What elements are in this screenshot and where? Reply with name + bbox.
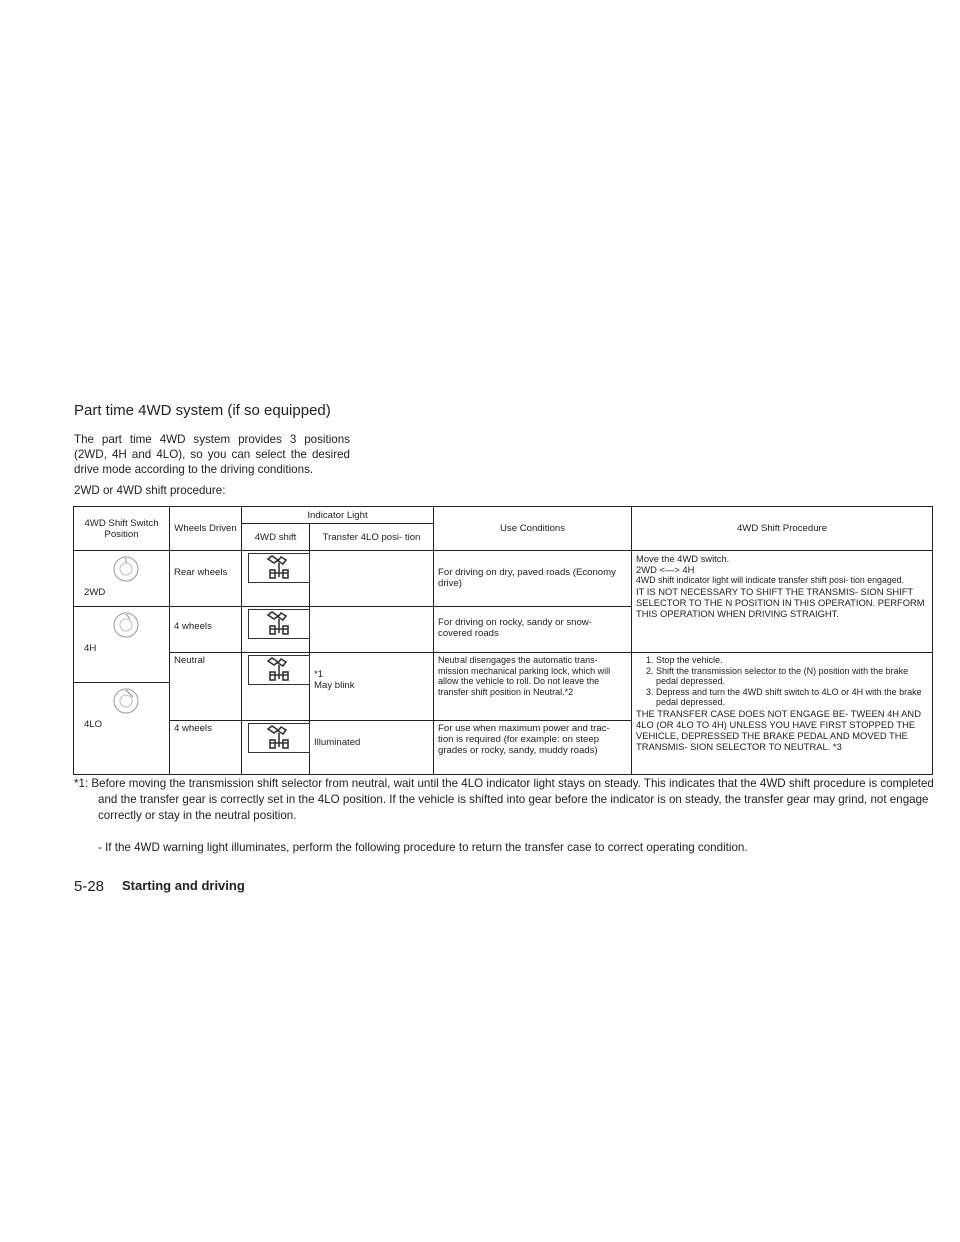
4wd-indicator-icon <box>248 553 310 583</box>
transfer-cell <box>310 653 434 721</box>
procedure-warning: IT IS NOT NECESSARY TO SHIFT THE TRANSMIS- SION SHIFT SELECTOR TO THE N POSITION IN THIS OPERATION. PERFORM THIS OPERATION WHEN DRIVING STRAIGHT. <box>636 586 925 619</box>
header-shift: 4WD shift <box>242 524 310 551</box>
use-cell: For use when maximum power and trac- tion is required (for example: on steep grades or rocky, sandy, muddy roads) <box>434 721 632 775</box>
procedure-cell-a <box>632 551 933 653</box>
transfer-cell <box>310 551 434 607</box>
procedure-step: 3. Depress and turn the 4WD shift switch to 4LO or 4H with the brake pedal depressed. <box>646 686 922 707</box>
transfer-cell <box>310 607 434 653</box>
shift-procedure-table <box>73 506 933 775</box>
4wd-indicator-icon <box>248 609 310 639</box>
header-position: 4WD Shift Switch Position <box>74 507 170 551</box>
intro-paragraph: The part time 4WD system provides 3 positions (2WD, 4H and 4LO), so you can select the desired drive mode according to the driving conditions. <box>74 433 350 476</box>
position-cell <box>74 551 170 607</box>
use-cell: For driving on dry, paved roads (Economy drive) <box>434 551 632 607</box>
use-cell: For driving on rocky, sandy or snow- covered roads <box>434 607 632 653</box>
page-number: 5-28 <box>74 878 105 895</box>
footnote-1 <box>74 776 936 824</box>
footnote-ref: *1 <box>314 669 324 680</box>
switch-dial-4h-icon <box>112 611 140 639</box>
footnote-2: - If the 4WD warning light illuminates, perform the following procedure to return the transfer case to correct operating condition. <box>98 841 748 854</box>
header-transfer: Transfer 4LO posi- tion <box>310 524 434 551</box>
shift-indicator-cell <box>242 551 310 607</box>
shift-indicator-cell <box>242 721 310 775</box>
wheels-cell: 4 wheels <box>170 607 242 653</box>
wheels-cell: Rear wheels <box>170 551 242 607</box>
position-label: 4LO <box>84 719 103 730</box>
switch-dial-2wd-icon <box>112 555 140 583</box>
header-wheels: Wheels Driven <box>170 507 242 551</box>
procedure-line: 4WD shift indicator light will indicate transfer shift posi- tion engaged. <box>636 575 904 585</box>
position-cell <box>74 683 170 775</box>
shift-indicator-cell <box>242 607 310 653</box>
header-indicator: Indicator Light <box>242 507 434 524</box>
procedure-line: 2WD <—> 4H <box>636 564 695 575</box>
wheels-cell: Neutral <box>170 653 242 721</box>
procedure-cell-b <box>632 653 933 775</box>
transfer-status: May blink <box>314 680 355 691</box>
position-cell <box>74 607 170 683</box>
header-procedure: 4WD Shift Procedure <box>632 507 933 551</box>
4wd-indicator-icon <box>248 655 310 685</box>
wheels-cell: 4 wheels <box>170 721 242 775</box>
4wd-indicator-icon <box>248 723 310 753</box>
section-title: Part time 4WD system (if so equipped) <box>74 402 331 419</box>
header-use: Use Conditions <box>434 507 632 551</box>
procedure-step: 1. Stop the vehicle. <box>646 655 723 665</box>
procedure-line: Move the 4WD switch. <box>636 553 730 564</box>
shift-indicator-cell <box>242 653 310 721</box>
position-label: 4H <box>84 643 97 654</box>
use-cell: Neutral disengages the automatic trans- mission mechanical parking lock, which will allow the vehicle to roll. Do not leave the transfer shift position in Neutral.*2 <box>434 653 632 721</box>
transfer-cell: Illuminated <box>310 721 434 775</box>
switch-dial-4lo-icon <box>112 687 140 715</box>
section-name: Starting and driving <box>122 878 245 893</box>
position-label: 2WD <box>84 587 106 598</box>
procedure-warning: THE TRANSFER CASE DOES NOT ENGAGE BE- TWEEN 4H AND 4LO (OR 4LO TO 4H) UNLESS YOU HAVE FIRST STOPPED THE VEHICLE, DEPRESSED THE BRAKE PEDAL AND MOVED THE TRANSMIS- SION SELECTOR TO NEUTRAL. *3 <box>636 707 921 752</box>
procedure-label: 2WD or 4WD shift procedure: <box>74 484 226 497</box>
footnote-1-text: *1: Before moving the transmission shift selector from neutral, wait until the 4LO indicator light stays on steady. This indicates that the 4WD shift procedure is completed and the transfer gear is correctly set in the 4LO position. If the vehicle is shifted into gear before the indicator is on steady, the transfer gear may grind, not engage correctly or stay in the neutral position. <box>74 777 934 822</box>
procedure-step: 2. Shift the transmission selector to the (N) position with the brake pedal depressed. <box>646 665 909 686</box>
